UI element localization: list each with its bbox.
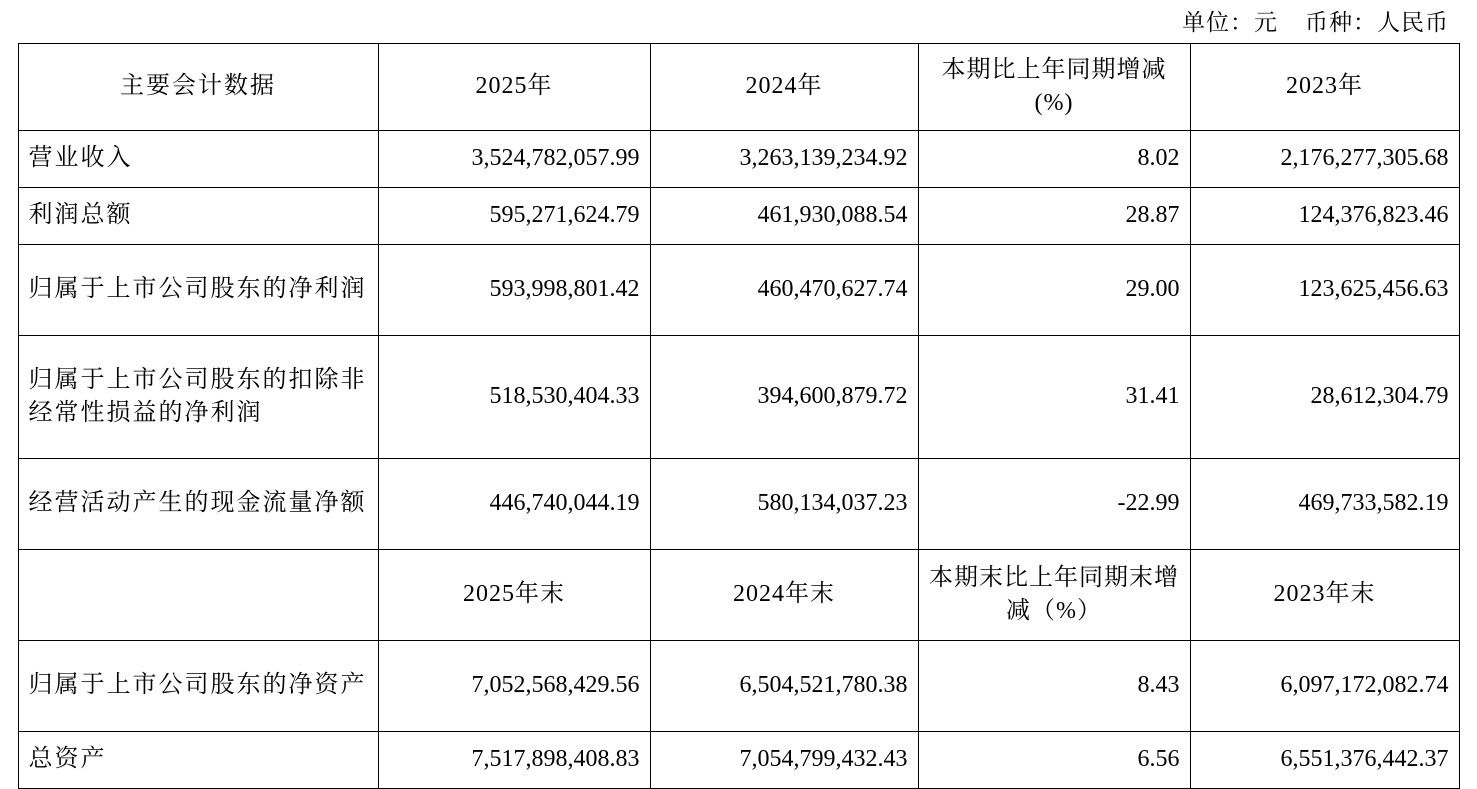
row-value-2023: 6,551,376,442.37 bbox=[1190, 732, 1459, 789]
row-value-2024: 7,054,799,432.43 bbox=[650, 732, 918, 789]
main-accounting-data-table bbox=[18, 43, 1460, 789]
table-row bbox=[18, 641, 1459, 732]
row-value-2025: 3,524,782,057.99 bbox=[378, 131, 650, 188]
row-value-2024: 461,930,088.54 bbox=[650, 188, 918, 245]
row-value-2024: 394,600,879.72 bbox=[650, 336, 918, 459]
header-cell-change: 本期比上年同期增减(%) bbox=[918, 44, 1190, 131]
row-value-2025: 7,517,898,408.83 bbox=[378, 732, 650, 789]
row-value-2025: 593,998,801.42 bbox=[378, 245, 650, 336]
unit-note: 单位：元 币种：人民币 bbox=[1182, 10, 1449, 35]
row-label: 归属于上市公司股东的净资产 bbox=[18, 641, 378, 732]
row-value-2025: 595,271,624.79 bbox=[378, 188, 650, 245]
subheader-cell-change: 本期末比上年同期末增减（%） bbox=[918, 550, 1190, 641]
subheader-cell-2024: 2024年末 bbox=[650, 550, 918, 641]
row-value-change: 8.43 bbox=[918, 641, 1190, 732]
header-cell-label: 主要会计数据 bbox=[18, 44, 378, 131]
row-value-2023: 6,097,172,082.74 bbox=[1190, 641, 1459, 732]
row-value-2025: 446,740,044.19 bbox=[378, 459, 650, 550]
row-label: 经营活动产生的现金流量净额 bbox=[18, 459, 378, 550]
table-row bbox=[18, 459, 1459, 550]
subheader-cell-2023: 2023年末 bbox=[1190, 550, 1459, 641]
row-label: 归属于上市公司股东的扣除非经常性损益的净利润 bbox=[18, 336, 378, 459]
subheader-cell-2025: 2025年末 bbox=[378, 550, 650, 641]
table-row bbox=[18, 245, 1459, 336]
header-cell-2024: 2024年 bbox=[650, 44, 918, 131]
header-cell-2023: 2023年 bbox=[1190, 44, 1459, 131]
subheader-cell-label bbox=[18, 550, 378, 641]
row-value-change: -22.99 bbox=[918, 459, 1190, 550]
row-value-2024: 3,263,139,234.92 bbox=[650, 131, 918, 188]
row-value-2023: 469,733,582.19 bbox=[1190, 459, 1459, 550]
row-value-2024: 580,134,037.23 bbox=[650, 459, 918, 550]
row-value-2025: 518,530,404.33 bbox=[378, 336, 650, 459]
table-header-row bbox=[18, 44, 1459, 131]
table-subheader-row bbox=[18, 550, 1459, 641]
row-value-change: 8.02 bbox=[918, 131, 1190, 188]
table-row bbox=[18, 732, 1459, 789]
row-value-2023: 2,176,277,305.68 bbox=[1190, 131, 1459, 188]
row-label: 利润总额 bbox=[18, 188, 378, 245]
row-value-change: 6.56 bbox=[918, 732, 1190, 789]
row-value-change: 28.87 bbox=[918, 188, 1190, 245]
table-row bbox=[18, 336, 1459, 459]
row-value-2023: 124,376,823.46 bbox=[1190, 188, 1459, 245]
row-value-change: 31.41 bbox=[918, 336, 1190, 459]
row-value-2023: 28,612,304.79 bbox=[1190, 336, 1459, 459]
row-value-2024: 6,504,521,780.38 bbox=[650, 641, 918, 732]
row-label: 归属于上市公司股东的净利润 bbox=[18, 245, 378, 336]
row-label: 总资产 bbox=[18, 732, 378, 789]
header-cell-2025: 2025年 bbox=[378, 44, 650, 131]
table-row bbox=[18, 131, 1459, 188]
row-label: 营业收入 bbox=[18, 131, 378, 188]
row-value-2025: 7,052,568,429.56 bbox=[378, 641, 650, 732]
row-value-change: 29.00 bbox=[918, 245, 1190, 336]
table-row bbox=[18, 188, 1459, 245]
row-value-2023: 123,625,456.63 bbox=[1190, 245, 1459, 336]
row-value-2024: 460,470,627.74 bbox=[650, 245, 918, 336]
